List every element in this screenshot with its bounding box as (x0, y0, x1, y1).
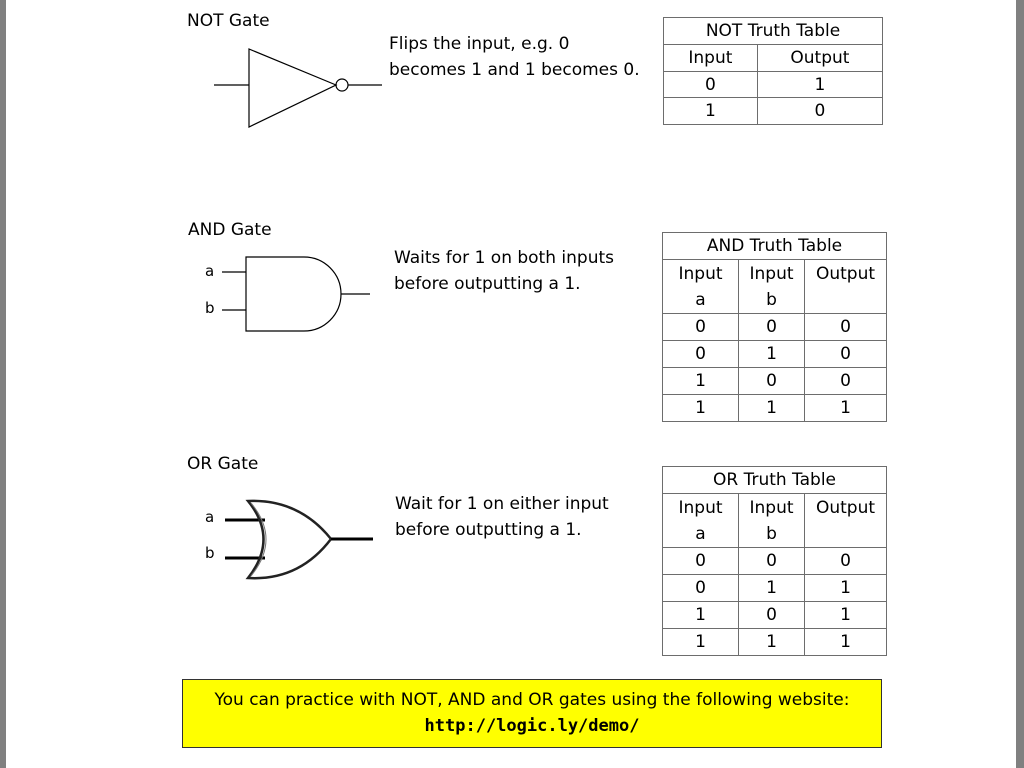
or-table-cell: 1 (739, 575, 805, 602)
or-table-cell: 0 (805, 548, 887, 575)
not-table-cell: 0 (664, 72, 758, 98)
not-gate-title: NOT Gate (187, 11, 270, 31)
or-table-cell: 1 (739, 629, 805, 656)
not-table-header: Input (664, 45, 758, 72)
and-table-cell: 0 (805, 368, 887, 395)
or-table-cell: 1 (663, 602, 739, 629)
and-table-cell: 0 (805, 341, 887, 368)
not-truth-table (663, 17, 883, 125)
banner-text: You can practice with NOT, AND and OR gates using the following website: (214, 690, 850, 710)
or-table-cell: 1 (663, 629, 739, 656)
and-table-header: Output (805, 260, 887, 314)
and-gate-symbol-icon (216, 250, 376, 340)
and-table-header: Input a (663, 260, 739, 314)
not-table-header: Output (757, 45, 882, 72)
and-gate-title: AND Gate (188, 220, 272, 240)
or-table-cell: 1 (805, 629, 887, 656)
and-table-cell: 0 (663, 314, 739, 341)
or-gate-symbol-icon (221, 495, 381, 590)
and-table-cell: 0 (739, 368, 805, 395)
and-table-cell: 1 (739, 395, 805, 422)
not-table-cell: 1 (757, 72, 882, 98)
not-table-cell: 0 (757, 98, 882, 125)
banner-url-link[interactable]: http://logic.ly/demo/ (424, 716, 640, 736)
not-table-cell: 1 (664, 98, 758, 125)
practice-banner (182, 679, 882, 748)
and-table-cell: 1 (739, 341, 805, 368)
and-desc-line1: Waits for 1 on both inputs (394, 248, 614, 268)
or-table-cell: 0 (739, 602, 805, 629)
and-table-caption: AND Truth Table (663, 233, 887, 260)
or-table-header: Output (805, 494, 887, 548)
and-pin-a-label: a (205, 262, 215, 280)
worksheet-page (6, 0, 1016, 768)
and-table-cell: 1 (805, 395, 887, 422)
not-table-caption: NOT Truth Table (664, 18, 883, 45)
and-pin-b-label: b (205, 299, 215, 317)
or-pin-a-label: a (205, 508, 215, 526)
not-desc-line2: becomes 1 and 1 becomes 0. (389, 60, 640, 80)
not-gate-description (389, 31, 640, 83)
or-table-cell: 0 (663, 548, 739, 575)
or-table-cell: 0 (663, 575, 739, 602)
and-table-cell: 0 (739, 314, 805, 341)
or-table-header: Input b (739, 494, 805, 548)
and-table-cell: 1 (663, 395, 739, 422)
or-gate-description (395, 491, 609, 543)
or-table-cell: 1 (805, 602, 887, 629)
or-table-header: Input a (663, 494, 739, 548)
and-table-cell: 0 (663, 341, 739, 368)
not-gate-symbol-icon (206, 42, 396, 132)
and-table-header: Input b (739, 260, 805, 314)
and-gate-description (394, 245, 614, 297)
and-table-cell: 0 (805, 314, 887, 341)
not-desc-line1: Flips the input, e.g. 0 (389, 34, 570, 54)
or-desc-line1: Wait for 1 on either input (395, 494, 609, 514)
or-table-caption: OR Truth Table (663, 467, 887, 494)
and-desc-line2: before outputting a 1. (394, 274, 581, 294)
or-table-cell: 1 (805, 575, 887, 602)
or-gate-title: OR Gate (187, 454, 259, 474)
and-truth-table (662, 232, 887, 422)
or-truth-table (662, 466, 887, 656)
or-desc-line2: before outputting a 1. (395, 520, 582, 540)
and-table-cell: 1 (663, 368, 739, 395)
or-table-cell: 0 (739, 548, 805, 575)
or-pin-b-label: b (205, 544, 215, 562)
